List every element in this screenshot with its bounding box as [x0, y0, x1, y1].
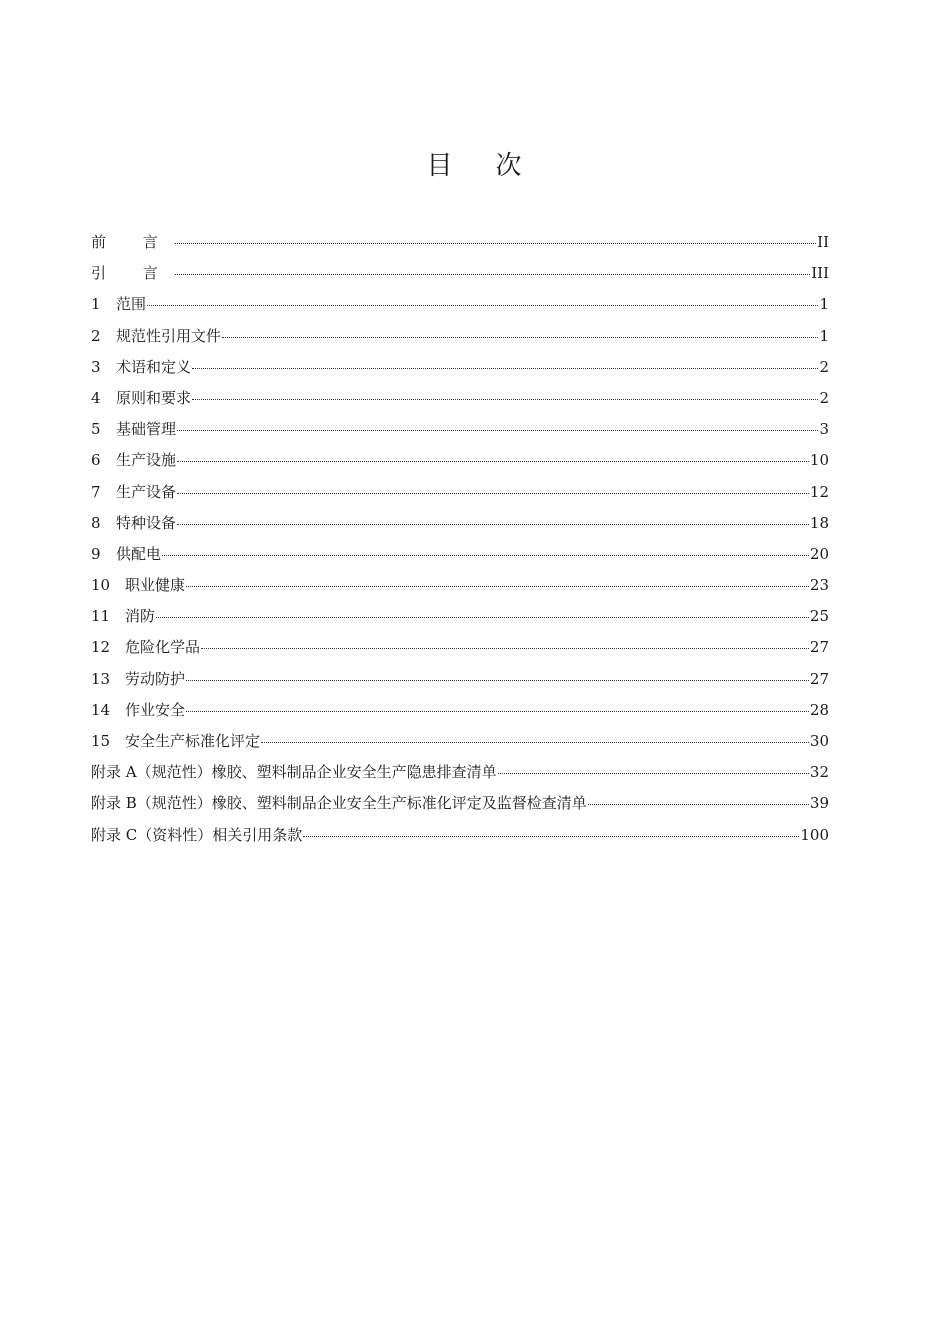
toc-entry-number: 10 [91, 576, 111, 595]
toc-entry[interactable] [91, 508, 829, 539]
toc-dot-leader [175, 242, 816, 244]
toc-entry[interactable] [91, 820, 829, 851]
toc-dot-leader [498, 772, 809, 774]
toc-entry-number: 14 [91, 700, 111, 719]
toc-entry-number: 9 [91, 544, 101, 563]
toc-entry[interactable] [91, 664, 829, 695]
toc-entry-page-number: 27 [809, 638, 829, 657]
toc-entry-label: 引 言 [91, 264, 174, 283]
toc-entry-label: 附录 C（资料性）相关引用条款 [91, 825, 303, 844]
toc-entry-page-number: 25 [809, 607, 829, 626]
toc-entry-page-number: 3 [819, 420, 829, 439]
toc-entry[interactable] [91, 757, 829, 788]
toc-entry-number: 15 [91, 732, 111, 750]
toc-entry-page-number: 100 [800, 825, 829, 844]
toc-entry-page-number: 1 [819, 326, 829, 345]
toc-entry-number: 4 [91, 388, 101, 407]
toc-dot-leader [177, 460, 809, 462]
toc-entry[interactable] [91, 227, 829, 258]
toc-entry[interactable] [91, 601, 829, 632]
toc-dot-leader [192, 398, 818, 400]
toc-entry-number: 3 [91, 357, 101, 376]
toc-dot-leader [147, 304, 818, 306]
toc-entry[interactable] [91, 289, 829, 320]
toc-entry-label: 范围 [116, 295, 147, 314]
toc-entry[interactable] [91, 632, 829, 663]
toc-entry-label: 生产设施 [116, 451, 177, 470]
toc-entry-label: 附录 B（规范性）橡胶、塑料制品企业安全生产标准化评定及监督检查清单 [91, 794, 587, 813]
toc-dot-leader [261, 741, 809, 743]
toc-entry-page-number: 39 [809, 794, 829, 813]
toc-entry-label: 安全生产标准化评定 [125, 732, 261, 750]
toc-entry-label: 前 言 [91, 233, 174, 251]
toc-entry-number: 1 [91, 295, 101, 314]
toc-entry-number: 5 [91, 420, 101, 439]
toc-entry[interactable] [91, 352, 829, 383]
table-of-contents [91, 227, 829, 851]
toc-entry[interactable] [91, 414, 829, 445]
toc-entry-number: 13 [91, 669, 111, 688]
toc-entry-number: 12 [91, 638, 111, 657]
toc-dot-leader [162, 554, 809, 556]
toc-entry[interactable] [91, 539, 829, 570]
toc-entry[interactable] [91, 477, 829, 508]
toc-entry-label: 原则和要求 [116, 388, 192, 407]
toc-entry[interactable] [91, 383, 829, 414]
toc-entry-page-number: 18 [809, 513, 829, 532]
toc-entry-label: 附录 A（规范性）橡胶、塑料制品企业安全生产隐患排查清单 [91, 763, 497, 782]
toc-dot-leader [156, 616, 809, 618]
toc-entry-page-number: 32 [809, 763, 829, 782]
toc-entry-label: 术语和定义 [116, 357, 192, 376]
toc-entry[interactable] [91, 570, 829, 601]
toc-entry-label: 基础管理 [116, 420, 177, 439]
toc-entry-page-number: 1 [819, 295, 829, 314]
toc-entry[interactable] [91, 788, 829, 819]
toc-entry-page-number: 2 [819, 357, 829, 376]
toc-entry-label: 消防 [125, 607, 156, 626]
toc-entry-number: 2 [91, 326, 101, 345]
toc-entry-page-number: 12 [809, 482, 829, 501]
toc-entry-number: 8 [91, 513, 101, 532]
toc-dot-leader [201, 647, 809, 649]
toc-entry-label: 劳动防护 [125, 669, 186, 688]
toc-entry-page-number: 20 [809, 544, 829, 563]
toc-entry-page-number: 23 [809, 576, 829, 595]
toc-entry[interactable] [91, 695, 829, 726]
toc-entry-number: 7 [91, 482, 101, 501]
toc-entry[interactable] [91, 258, 829, 289]
toc-dot-leader [177, 492, 809, 494]
toc-dot-leader [186, 585, 809, 587]
toc-dot-leader [177, 523, 809, 525]
toc-dot-leader [192, 367, 818, 369]
toc-dot-leader [177, 429, 818, 431]
toc-dot-leader [588, 803, 809, 805]
toc-entry-label: 职业健康 [125, 576, 186, 595]
toc-entry[interactable] [91, 321, 829, 352]
toc-entry-page-number: 2 [819, 388, 829, 407]
toc-entry[interactable] [91, 445, 829, 476]
toc-dot-leader [175, 273, 810, 275]
toc-entry-label: 危险化学品 [125, 638, 201, 657]
toc-entry-label: 规范性引用文件 [116, 326, 222, 345]
toc-entry[interactable] [91, 726, 829, 757]
toc-entry-page-number: 28 [809, 700, 829, 719]
toc-entry-page-number: 27 [809, 669, 829, 688]
toc-dot-leader [186, 710, 809, 712]
toc-entry-page-number: II [817, 233, 829, 251]
toc-entry-number: 11 [91, 607, 111, 626]
toc-entry-label: 作业安全 [125, 700, 186, 719]
toc-entry-number: 6 [91, 451, 101, 470]
page-title: 目 次 [426, 151, 524, 181]
toc-entry-label: 生产设备 [116, 482, 177, 501]
toc-entry-page-number: III [811, 264, 829, 283]
toc-dot-leader [222, 336, 818, 338]
toc-entry-label: 供配电 [116, 544, 162, 563]
toc-entry-page-number: 30 [809, 732, 829, 750]
toc-dot-leader [303, 835, 799, 837]
toc-entry-page-number: 10 [809, 451, 829, 470]
toc-dot-leader [186, 679, 809, 681]
toc-entry-label: 特种设备 [116, 513, 177, 532]
